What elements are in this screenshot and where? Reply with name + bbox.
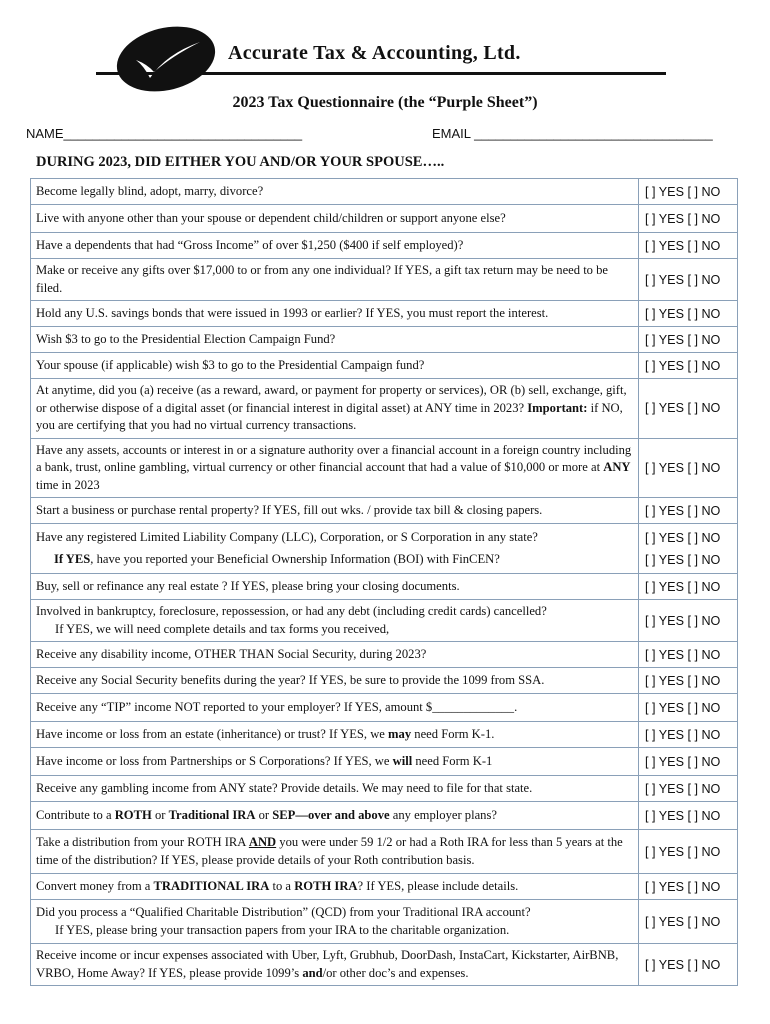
table-row [31,259,738,301]
question-text: Have income or loss from an estate (inheritance) or trust? If YES, we may need Form K-1. [31,722,639,748]
yes-no-checkboxes[interactable]: [ ] YES [ ] NO [645,530,721,545]
yes-no-checkboxes[interactable]: [ ] YES [ ] NO [639,233,738,259]
table-row [31,498,738,524]
table-row [31,900,738,944]
table-row [31,574,738,600]
table-row [31,944,738,986]
question-text: Your spouse (if applicable) wish $3 to go to the Presidential Campaign fund? [31,353,639,379]
email-field[interactable]: EMAIL _________________________________ [432,126,713,141]
question-text: Hold any U.S. savings bonds that were issued in 1993 or earlier? If YES, you must report the interest. [31,301,639,327]
yes-no-checkboxes[interactable]: [ ] YES [ ] NO [639,722,738,748]
question-text: Wish $3 to go to the Presidential Election Campaign Fund? [31,327,639,353]
yes-no-checkboxes[interactable]: [ ] YES [ ] NO [639,353,738,379]
yes-no-checkboxes[interactable]: [ ] YES [ ] NO [645,552,721,567]
yes-no-checkboxes[interactable]: [ ] YES [ ] NO [639,379,738,439]
question-text: Receive income or incur expenses associated with Uber, Lyft, Grubhub, DoorDash, InstaCart, Kickstarter, AirBNB, VRBO, Home Away? If YES, please provide 1099’s and/or other doc’s and expenses. [31,944,639,986]
name-field[interactable]: NAME_________________________________ [26,126,303,141]
question-text: Have a dependents that had “Gross Income” of over $1,250 ($400 if self employed)? [31,233,639,259]
table-row [31,802,738,830]
table-row [31,438,738,498]
question-text: Make or receive any gifts over $17,000 to or from any one individual? If YES, a gift tax return may be need to be filed. [31,259,639,301]
question-text: Involved in bankruptcy, foreclosure, repossession, or had any debt (including credit cards) cancelled? If YES, we will need complete details and tax forms you received, [31,600,639,642]
yes-no-checkboxes[interactable]: [ ] YES [ ] NO [639,748,738,776]
letterhead [96,18,666,93]
yes-no-checkboxes[interactable]: [ ] YES [ ] NO [639,668,738,694]
table-row [31,694,738,722]
yes-no-checkboxes[interactable]: [ ] YES [ ] NO [639,574,738,600]
yes-no-checkboxes[interactable]: [ ] YES [ ] NO [639,900,738,944]
question-text: Have income or loss from Partnerships or S Corporations? If YES, we will need Form K-1 [31,748,639,776]
table-row [31,379,738,439]
checkmark-logo-icon [114,26,218,92]
question-text: Take a distribution from your ROTH IRA AND you were under 59 1/2 or had a Roth IRA for less than 5 years at the time of the distribution? If YES, please provide details of your Roth contribution basis. [31,830,639,874]
question-text: Become legally blind, adopt, marry, divorce? [31,179,639,205]
yes-no-checkboxes[interactable]: [ ] YES [ ] NO [639,642,738,668]
yes-no-checkboxes[interactable]: [ ] YES [ ] NO [639,944,738,986]
company-name: Accurate Tax & Accounting, Ltd. [228,42,521,64]
table-row [31,524,738,574]
header-rule [96,72,666,75]
table-row [31,748,738,776]
yes-no-checkboxes[interactable]: [ ] YES [ ] NO [639,327,738,353]
page-title: 2023 Tax Questionnaire (the “Purple Sheet”) [232,94,538,111]
yes-no-checkboxes[interactable]: [ ] YES [ ] NO [639,301,738,327]
table-row [31,830,738,874]
questionnaire-table [30,178,738,986]
question-text: Receive any Social Security benefits during the year? If YES, be sure to provide the 1099 from SSA. [31,668,639,694]
table-row [31,353,738,379]
yes-no-checkboxes[interactable]: [ ] YES [ ] NO [639,874,738,900]
yes-no-checkboxes[interactable]: [ ] YES [ ] NO [639,438,738,498]
yes-no-checkboxes[interactable]: [ ] YES [ ] NO [639,694,738,722]
yes-no-checkboxes[interactable]: [ ] YES [ ] NO [639,600,738,642]
table-row [31,301,738,327]
question-text: Receive any disability income, OTHER THAN Social Security, during 2023? [31,642,639,668]
question-text: Receive any “TIP” income NOT reported to your employer? If YES, amount $_____________. [31,694,639,722]
table-row [31,205,738,233]
table-row [31,179,738,205]
yes-no-checkboxes[interactable]: [ ] YES [ ] NO [639,830,738,874]
question-text: Start a business or purchase rental property? If YES, fill out wks. / provide tax bill & closing papers. [31,498,639,524]
table-row [31,327,738,353]
section-heading: DURING 2023, DID EITHER YOU AND/OR YOUR SPOUSE….. [36,154,445,170]
question-text: Convert money from a TRADITIONAL IRA to a ROTH IRA? If YES, please include details. [31,874,639,900]
yes-no-checkboxes[interactable]: [ ] YES [ ] NO [639,498,738,524]
yes-no-checkboxes[interactable]: [ ] YES [ ] NO [639,259,738,301]
table-row [31,668,738,694]
table-row [31,233,738,259]
table-row [31,776,738,802]
table-row [31,722,738,748]
yes-no-checkboxes[interactable]: [ ] YES [ ] NO [639,205,738,233]
yes-no-checkboxes[interactable]: [ ] YES [ ] NO [639,802,738,830]
yes-no-checkboxes[interactable]: [ ] YES [ ] NO [639,776,738,802]
question-text: Have any registered Limited Liability Company (LLC), Corporation, or S Corporation in any state? If YES, have you reported your Beneficial Ownership Information (BOI) with FinCEN? [31,524,639,574]
yes-no-checkboxes[interactable]: [ ] YES [ ] NO [639,179,738,205]
question-text: Buy, sell or refinance any real estate ? If YES, please bring your closing documents. [31,574,639,600]
yes-no-checkbox-pair [639,524,738,574]
table-row [31,600,738,642]
question-text: Contribute to a ROTH or Traditional IRA or SEP—over and above any employer plans? [31,802,639,830]
question-text: Have any assets, accounts or interest in or a signature authority over a financial account in a foreign country including a bank, trust, online gambling, virtual currency or other financial account that had a value of $10,000 or more at ANY time in 2023 [31,438,639,498]
table-row [31,642,738,668]
question-text: Did you process a “Qualified Charitable Distribution” (QCD) from your Traditional IRA account? If YES, please bring your transaction papers from your IRA to the charitable organization. [31,900,639,944]
question-text: Receive any gambling income from ANY state? Provide details. We may need to file for that state. [31,776,639,802]
question-text: Live with anyone other than your spouse or dependent child/children or support anyone else? [31,205,639,233]
table-row [31,874,738,900]
question-text: At anytime, did you (a) receive (as a reward, award, or payment for property or services), OR (b) sell, exchange, gift, or otherwise dispose of a digital asset (or financial interest in digital asset) at ANY time in 2023? Important: if NO, you are certifying that you had no virtual currency transactions. [31,379,639,439]
